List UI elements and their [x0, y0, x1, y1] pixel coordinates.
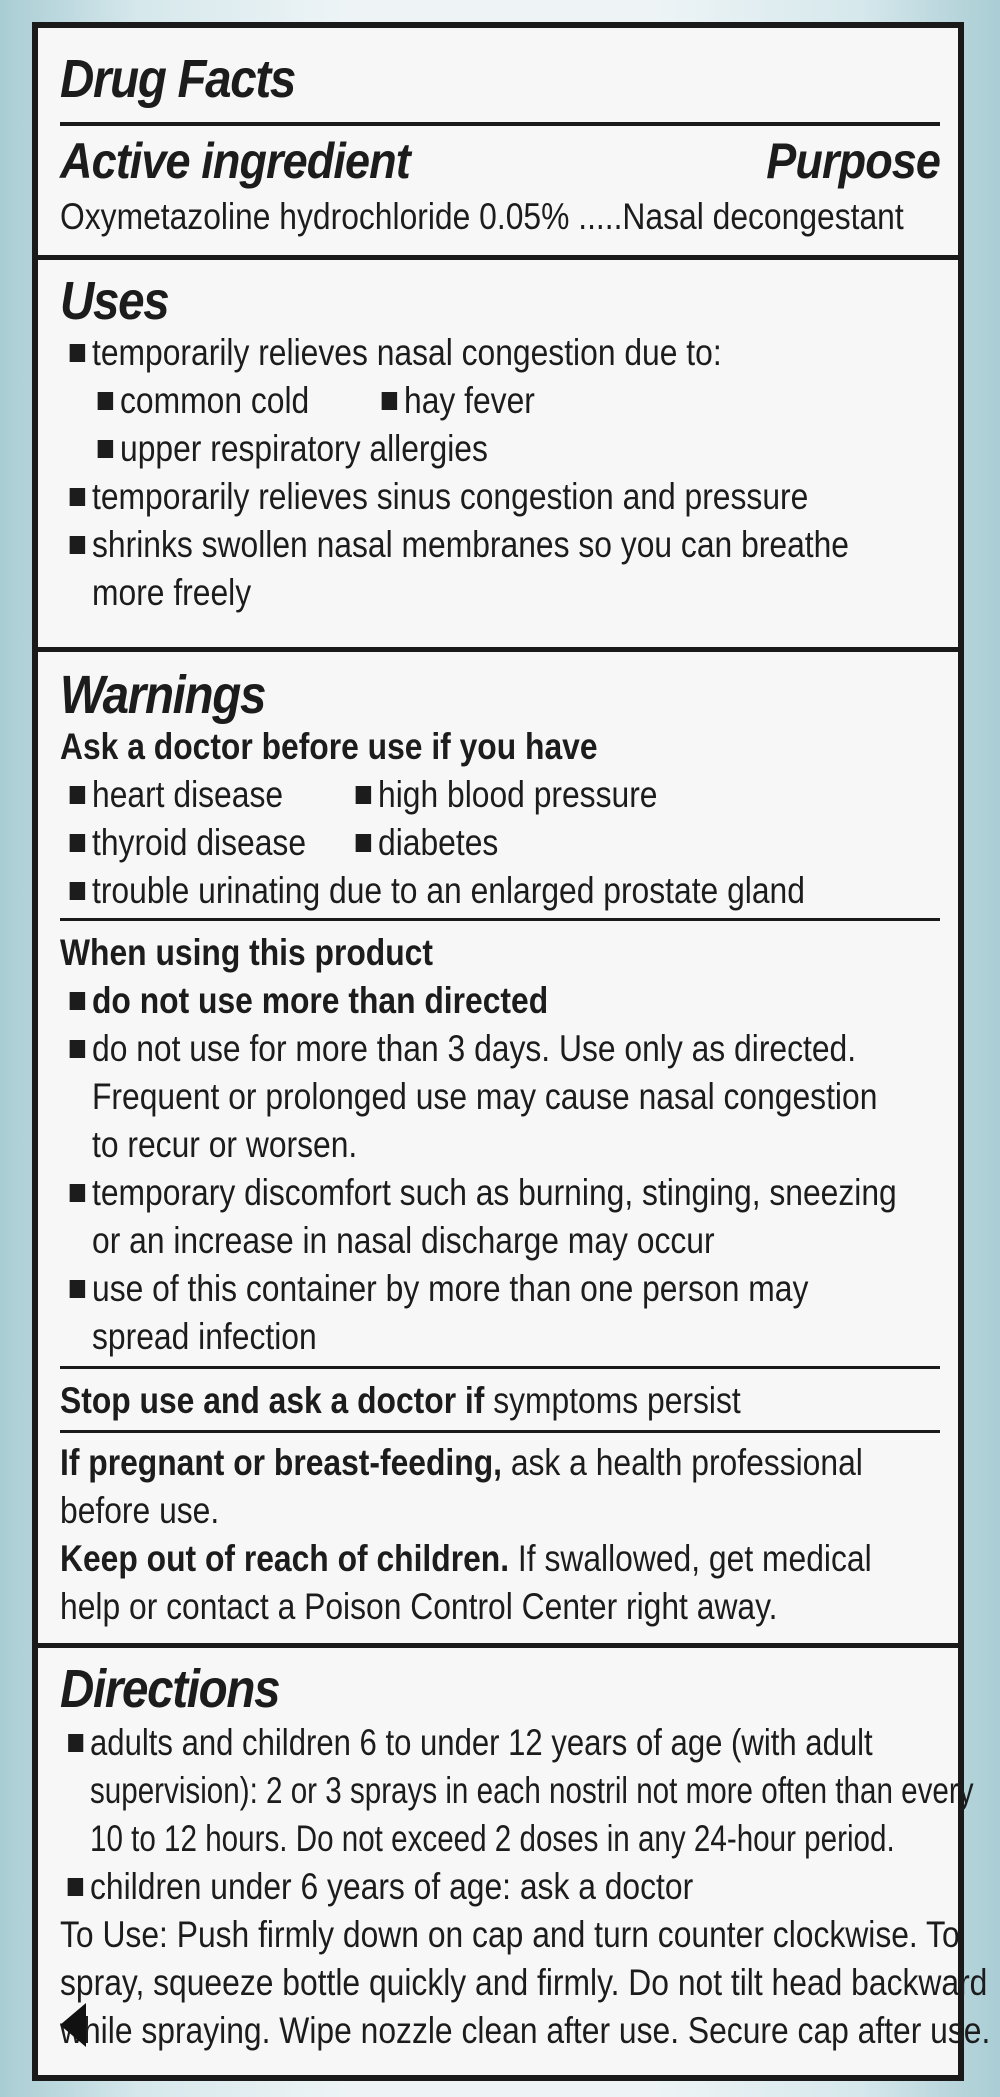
ingredient-line: Oxymetazoline hydrochloride 0.05% .....Nasal decongestant	[60, 196, 904, 237]
warnings-rule	[60, 918, 940, 921]
warnings-rule	[60, 1430, 940, 1433]
directions-section	[38, 1648, 991, 2075]
directions-line: To Use: Push firmly down on cap and turn counter clockwise. To	[60, 1914, 960, 1955]
when-using-item: use of this container by more than one person may	[92, 1268, 809, 1309]
uses-item: temporarily relieves sinus congestion and pressure	[92, 476, 809, 517]
when-using-item: do not use for more than 3 days. Use only as directed.	[92, 1028, 857, 1069]
directions-heading: Directions	[60, 1659, 280, 1719]
directions-line: while spraying. Wipe nozzle clean after use. Secure cap after use.	[60, 2010, 991, 2051]
when-using-item: temporary discomfort such as burning, stinging, sneezing	[92, 1172, 897, 1213]
uses-item: common cold	[120, 380, 310, 421]
condition-item: heart disease	[92, 774, 284, 815]
uses-item: shrinks swollen nasal membranes so you can breathe	[92, 524, 850, 565]
uses-item: hay fever	[404, 380, 535, 421]
purpose-heading: Purpose	[766, 133, 940, 189]
when-using-item-continued: spread infection	[92, 1316, 317, 1357]
drug-facts-header-section	[38, 28, 958, 260]
when-using-item-continued: to recur or worsen.	[92, 1124, 358, 1165]
pregnant-line-continued: before use.	[60, 1490, 220, 1531]
when-using-item-continued: or an increase in nasal discharge may occur	[92, 1220, 715, 1261]
condition-item: thyroid disease	[92, 822, 307, 863]
directions-line: 10 to 12 hours. Do not exceed 2 doses in any 24-hour period.	[90, 1818, 895, 1859]
directions-line: adults and children 6 to under 12 years of age (with adult	[90, 1722, 873, 1763]
uses-item: upper respiratory allergies	[120, 428, 488, 469]
active-ingredient-heading: Active ingredient	[60, 133, 410, 189]
stop-use-line: Stop use and ask a doctor if symptoms persist	[60, 1380, 741, 1421]
when-using-item-continued: Frequent or prolonged use may cause nasal congestion	[92, 1076, 878, 1117]
uses-item-continued: more freely	[92, 572, 252, 613]
directions-line: children under 6 years of age: ask a doctor	[90, 1866, 694, 1907]
drug-facts-panel	[32, 22, 991, 2081]
back-arrow-icon	[60, 2003, 86, 2047]
ask-doctor-heading: Ask a doctor before use if you have	[60, 726, 598, 767]
uses-heading: Uses	[60, 271, 169, 331]
directions-line: supervision): 2 or 3 sprays in each nostril not more often than every	[90, 1770, 974, 1811]
warnings-rule	[60, 1366, 940, 1369]
keep-out-line-continued: help or contact a Poison Control Center right away.	[60, 1586, 778, 1627]
when-using-heading: When using this product	[60, 932, 433, 973]
header-rule	[60, 122, 940, 126]
condition-item: trouble urinating due to an enlarged prostate gland	[92, 870, 805, 911]
condition-item: high blood pressure	[378, 774, 658, 815]
when-using-item: do not use more than directed	[92, 980, 549, 1021]
uses-section	[38, 260, 958, 652]
warnings-heading: Warnings	[60, 665, 266, 725]
uses-item: temporarily relieves nasal congestion due to:	[92, 332, 722, 373]
directions-line: spray, squeeze bottle quickly and firmly. Do not tilt head backward	[60, 1962, 988, 2003]
keep-out-line: Keep out of reach of children. If swallowed, get medical	[60, 1538, 872, 1579]
warnings-section	[38, 652, 958, 1648]
pregnant-line: If pregnant or breast-feeding, ask a health professional	[60, 1442, 863, 1483]
drug-facts-title: Drug Facts	[60, 49, 296, 109]
condition-item: diabetes	[378, 822, 499, 863]
